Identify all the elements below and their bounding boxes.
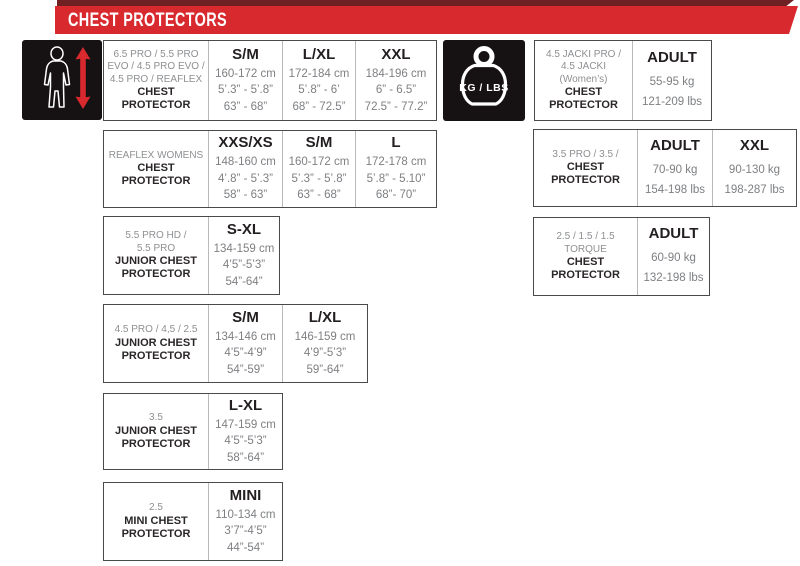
- size-range-value: 4’5”-4’9”: [224, 347, 267, 360]
- size-column: [712, 130, 796, 206]
- size-range-value: 160-172 cm: [215, 67, 276, 80]
- size-range-value: 59”-64”: [306, 363, 344, 376]
- product-type-line: JUNIOR CHEST: [115, 424, 197, 437]
- product-name-line: 4.5 JACKI PRO /: [545, 48, 622, 60]
- product-name-line: 4.5 JACKI: [560, 61, 607, 73]
- size-table-adult-chest-25-torque: [533, 217, 710, 296]
- size-range-value: 160-172 cm: [288, 156, 350, 169]
- height-icon: [22, 40, 102, 120]
- product-name-line: 5.5 PRO: [136, 242, 176, 254]
- size-table-reaflex-womens-chest: [103, 130, 437, 208]
- product-type-line: PROTECTOR: [549, 99, 618, 112]
- size-range-value: 110-134 cm: [215, 508, 276, 521]
- size-name: L: [391, 134, 401, 152]
- size-column: [208, 217, 279, 294]
- size-range-value: 148-160 cm: [215, 156, 276, 169]
- size-table-mini-chest-25: [103, 482, 283, 561]
- size-range-value: 68” - 72.5”: [292, 100, 346, 113]
- size-range-value: 4’9”-5’3”: [303, 347, 347, 360]
- size-range-value: 4’.8” - 5’.3”: [218, 172, 273, 185]
- size-range-value: 146-159 cm: [294, 330, 356, 343]
- size-column: [637, 130, 712, 206]
- size-range-value: 3’7”-4’5”: [224, 525, 267, 538]
- size-range-value: 4’5”-5’3”: [224, 435, 267, 448]
- product-type-line: PROTECTOR: [121, 527, 191, 540]
- size-table-jacki-womens-chest: [534, 40, 712, 121]
- product-name-line: REAFLEX WOMENS: [108, 149, 204, 161]
- product-type-line: JUNIOR CHEST: [115, 255, 197, 267]
- size-name: ADULT: [648, 225, 699, 242]
- product-name-line: 5.5 PRO HD /: [125, 230, 187, 241]
- product-type-line: CHEST: [566, 256, 605, 268]
- product-type-line: JUNIOR CHEST: [115, 336, 197, 349]
- product-type-line: CHEST: [566, 161, 605, 174]
- product-name-line: TORQUE: [564, 243, 607, 255]
- product-label: [104, 217, 208, 294]
- size-name: S-XL: [226, 220, 262, 238]
- size-range-value: 5’.3” - 5’.8”: [291, 172, 347, 185]
- size-range-value: 6” - 6.5”: [375, 84, 417, 97]
- product-type-line: CHEST: [137, 162, 175, 175]
- product-name-line: 2.5 / 1.5 / 1.5: [556, 231, 615, 242]
- size-range-value: 132-198 lbs: [643, 272, 704, 284]
- product-label: [104, 305, 208, 382]
- size-range-value: 60-90 kg: [651, 252, 696, 264]
- size-range-value: 172-178 cm: [365, 156, 427, 169]
- product-type-line: PROTECTOR: [121, 175, 191, 188]
- size-range-value: 63” - 68”: [223, 100, 268, 113]
- size-name: XXL: [381, 45, 411, 63]
- product-type-line: CHEST: [137, 86, 175, 99]
- product-name-line: 6.5 PRO / 5.5 PRO: [113, 48, 199, 60]
- size-range-value: 134-159 cm: [213, 242, 275, 255]
- size-name: XXL: [739, 136, 770, 154]
- size-range-value: 54”-64”: [225, 275, 263, 288]
- size-range-value: 172-184 cm: [288, 67, 350, 80]
- person-height-icon: [22, 40, 102, 120]
- product-name-line: 4.5 PRO / REAFLEX: [109, 73, 203, 85]
- product-type-line: PROTECTOR: [121, 99, 191, 112]
- product-label: [534, 130, 637, 206]
- size-range-value: 90-130 kg: [728, 163, 781, 176]
- size-column: [282, 305, 367, 382]
- size-table-adult-chest-35: [533, 129, 797, 207]
- product-label: [104, 483, 208, 560]
- size-table-junior-chest-45: [103, 304, 368, 383]
- product-name-line: 3.5 PRO / 3.5 /: [552, 148, 619, 160]
- product-label: [104, 41, 208, 120]
- size-name: S/M: [232, 45, 259, 63]
- size-column: [208, 41, 282, 120]
- size-name: L/XL: [308, 308, 342, 326]
- product-name-line: 4.5 PRO / 4,5 / 2.5: [114, 324, 198, 336]
- size-range-value: 121-209 lbs: [641, 96, 703, 108]
- size-name: ADULT: [650, 136, 700, 154]
- size-column: [208, 131, 282, 207]
- size-column: [208, 483, 282, 560]
- size-column: [355, 41, 436, 120]
- product-label: [104, 131, 208, 207]
- kettlebell-icon: [443, 40, 525, 121]
- size-range-value: 63” - 68”: [297, 189, 341, 202]
- size-column: [208, 394, 282, 469]
- product-name-line: (Women’s): [559, 73, 608, 85]
- weight-icon: [443, 40, 525, 121]
- product-name-line: 2.5: [149, 502, 163, 514]
- size-range-value: 5’.8” - 6’: [298, 84, 340, 97]
- size-table-adult-chest: [103, 40, 437, 121]
- size-column: [208, 305, 282, 382]
- product-label: [104, 394, 208, 469]
- size-range-value: 70-90 kg: [652, 163, 698, 176]
- size-range-value: 5’.8” - 5.10”: [366, 172, 426, 185]
- size-range-value: 44”-54”: [226, 541, 265, 554]
- size-range-value: 198-287 lbs: [724, 183, 785, 196]
- product-name-line: 3.5: [149, 412, 163, 424]
- size-range-value: 58”-64”: [226, 451, 265, 464]
- size-range-value: 134-146 cm: [215, 330, 276, 343]
- product-type-line: CHEST: [564, 86, 603, 99]
- size-name: L/XL: [302, 45, 336, 63]
- size-range-value: 68”- 70”: [375, 189, 417, 202]
- size-range-value: 184-196 cm: [365, 67, 427, 80]
- size-name: ADULT: [647, 49, 697, 66]
- size-name: S/M: [305, 134, 333, 152]
- product-name-line: EVO / 4.5 PRO EVO /: [107, 61, 205, 73]
- size-column: [637, 218, 709, 295]
- height-arrow-icon: [76, 47, 91, 109]
- size-range-value: 54”-59”: [226, 363, 265, 376]
- size-column: [632, 41, 711, 120]
- weight-unit-label: KG / LBS: [459, 82, 509, 94]
- size-name: MINI: [229, 486, 262, 504]
- product-type-line: PROTECTOR: [551, 174, 620, 187]
- size-name: S/M: [232, 308, 259, 326]
- size-name: L-XL: [228, 396, 263, 414]
- size-range-value: 147-159 cm: [215, 418, 276, 431]
- size-column: [355, 131, 436, 207]
- size-column: [282, 131, 355, 207]
- product-label: [535, 41, 632, 120]
- banner-accent-strip: [57, 0, 794, 7]
- size-range-value: 4’5”-5’3”: [222, 259, 266, 272]
- size-range-value: 55-95 kg: [649, 76, 695, 88]
- product-type-line: PROTECTOR: [121, 268, 191, 280]
- page-title: CHEST PROTECTORS: [68, 10, 228, 31]
- size-range-value: 58” - 63”: [223, 189, 268, 202]
- size-range-value: 5’.3” - 5’.8”: [218, 84, 273, 97]
- size-column: [282, 41, 355, 120]
- size-name: XXS/XS: [218, 134, 273, 152]
- product-type-line: MINI CHEST: [124, 514, 188, 527]
- product-type-line: PROTECTOR: [121, 437, 191, 450]
- product-type-line: PROTECTOR: [551, 269, 620, 281]
- size-range-value: 154-198 lbs: [644, 183, 706, 196]
- product-label: [534, 218, 637, 295]
- size-table-junior-chest-35: [103, 393, 283, 470]
- size-table-junior-chest-55: [103, 216, 280, 295]
- product-type-line: PROTECTOR: [121, 349, 191, 362]
- size-range-value: 72.5” - 77.2”: [364, 100, 428, 113]
